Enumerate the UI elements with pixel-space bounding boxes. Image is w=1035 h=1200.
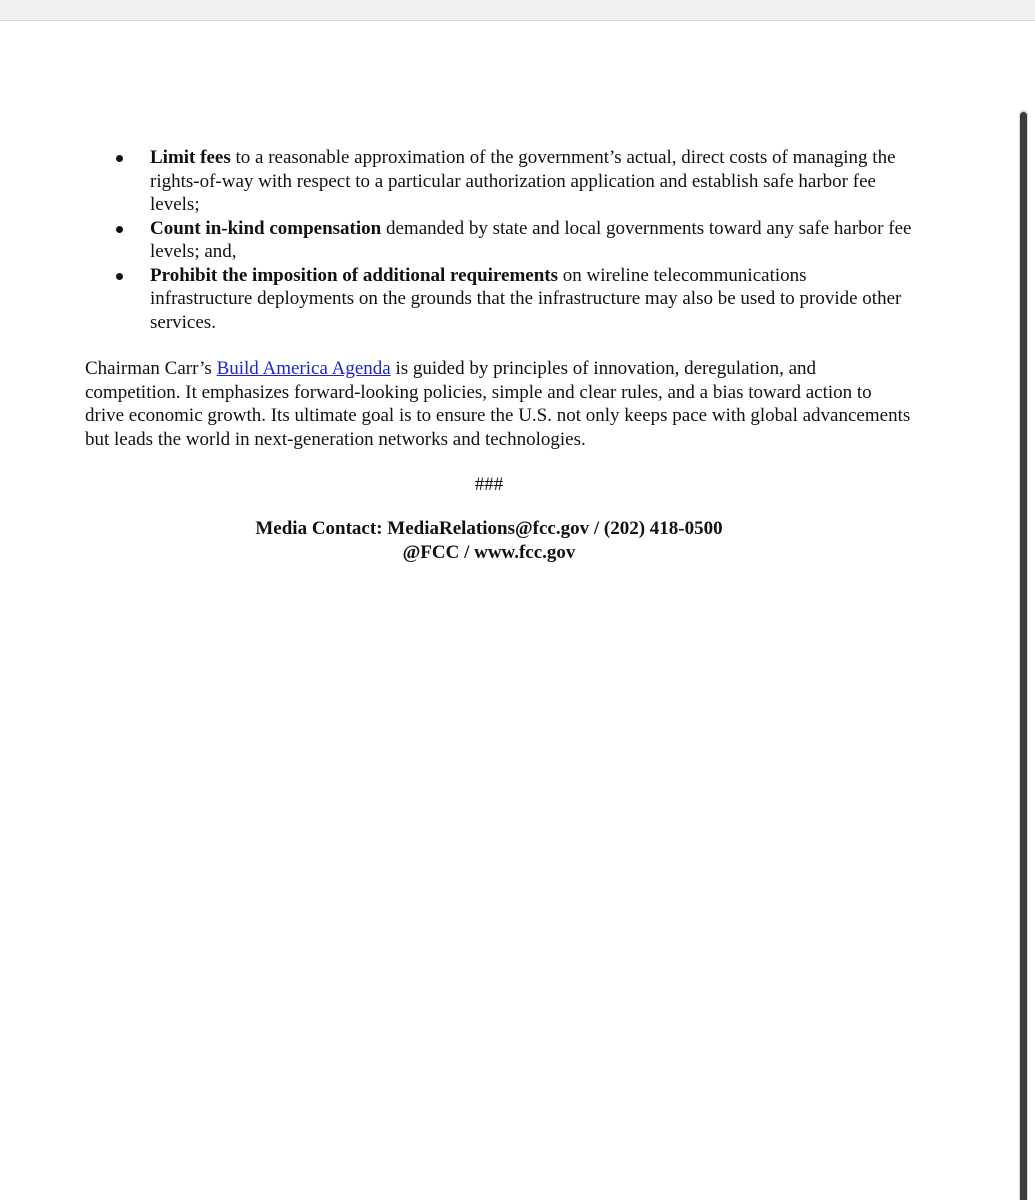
bullet-text: to a reasonable approximation of the government’s actual, direct costs of managing the rights-of-way with respect to a particular authorization application and establish safe harbor fee levels; <box>150 147 896 215</box>
viewer-top-bar <box>0 0 1035 21</box>
bullet-text: on wireline telecommunications infrastructure deployments on the grounds that the infrastructure may also be used to provide other services. <box>150 264 902 333</box>
scrollbar-thumb[interactable] <box>1020 112 1027 1200</box>
bullet-bold-text: Prohibit the imposition of additional requirements <box>150 264 559 286</box>
bullet-item-limit-fees <box>112 146 912 217</box>
scrollbar[interactable] <box>1019 110 1028 1200</box>
end-separator: ### <box>474 474 504 495</box>
bullet-item-in-kind <box>112 217 912 264</box>
bullet-icon <box>116 155 123 162</box>
paragraph-text-end: is guided by principles of innovation, deregulation, and competition. It emphasizes forward-looking policies, simple and clear rules, and a bias toward action to drive economic growth. Its ultimate goal is to ensure the U.S. not only keeps pace with global advancements but leads the world in next-generation networks and technologies. <box>85 358 911 450</box>
bullet-icon <box>116 273 123 280</box>
paragraph-text-start: Chairman Carr’s <box>85 358 217 379</box>
media-contact-line: Media Contact: MediaRelations@fcc.gov / (202) 418-0500 <box>255 518 723 539</box>
bullet-icon <box>116 226 123 233</box>
media-contact <box>0 517 978 564</box>
agenda-paragraph <box>85 357 915 451</box>
bullet-item-prohibit <box>112 264 912 335</box>
fcc-web-line: @FCC / www.fcc.gov <box>402 541 576 563</box>
build-america-agenda-link[interactable]: Build America Agenda <box>216 358 391 379</box>
bullet-bold-text: Count in-kind compensation <box>150 217 382 239</box>
bullet-text: demanded by state and local governments toward any safe harbor fee levels; and, <box>150 217 912 262</box>
bullet-list <box>112 146 912 334</box>
bullet-bold-text: Limit fees <box>150 147 231 168</box>
